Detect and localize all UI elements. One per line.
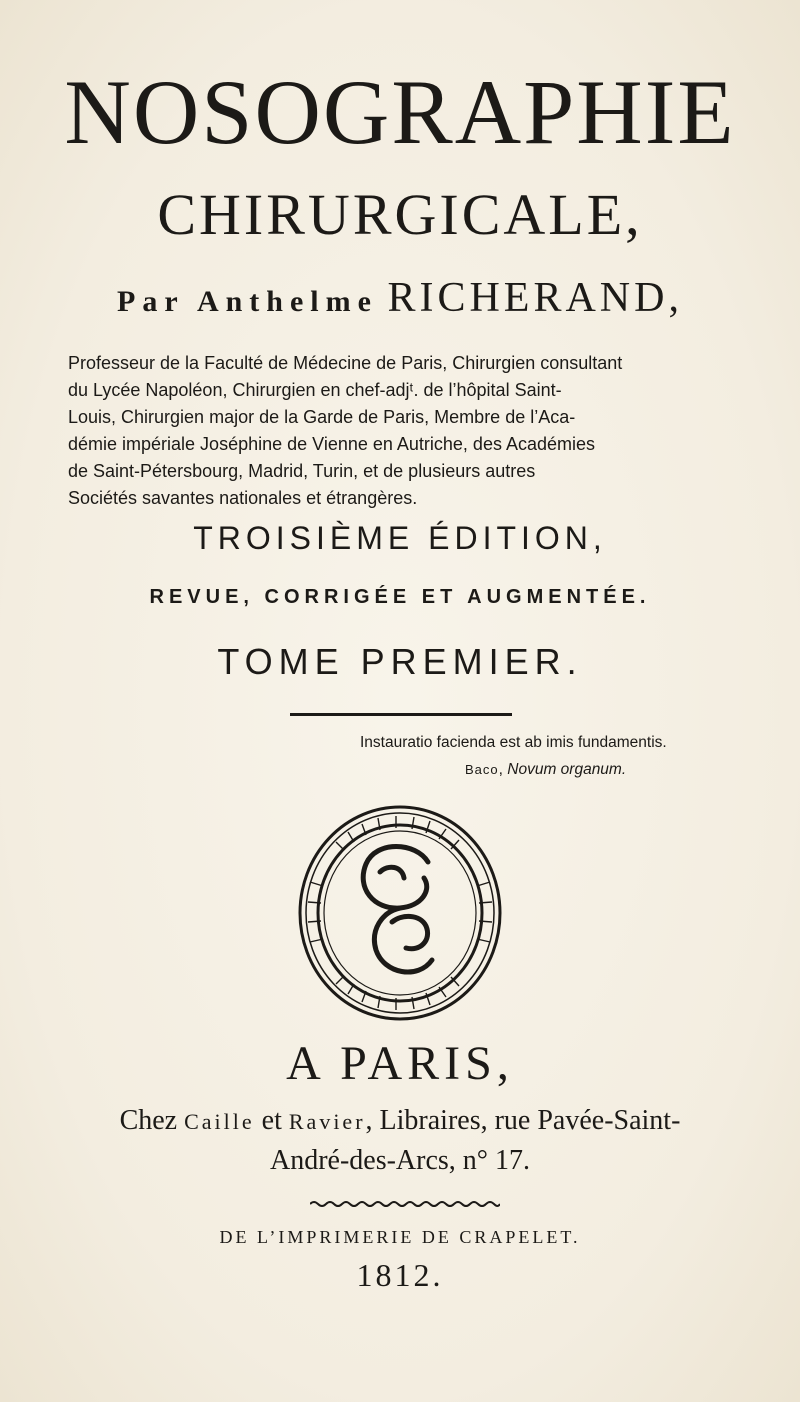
publisher-prefix: Chez: [119, 1105, 178, 1136]
title-line-2: CHIRURGICALE,: [157, 182, 643, 247]
publisher-rest: , Libraires, rue Pavée-Saint-: [365, 1105, 681, 1136]
imprint-city: A PARIS,: [286, 1037, 514, 1090]
edition-line: TROISIÈME ÉDITION,: [193, 520, 607, 556]
publisher-name-1: Caille: [184, 1109, 255, 1134]
author-line: [0, 276, 800, 324]
epigraph-work: Novum organum.: [507, 761, 627, 778]
publisher-name-2: Ravier: [288, 1109, 366, 1134]
credentials-line: démie impériale Joséphine de Vienne en Autriche, des Académies: [68, 434, 596, 454]
publisher-line: [0, 1103, 800, 1140]
credentials-line: Professeur de la Faculté de Médecine de Paris, Chirurgien consultant: [68, 353, 623, 373]
author-name: RICHERAND,: [387, 275, 683, 321]
epigraph-author: Baco: [465, 762, 499, 777]
monogram-emblem-icon: [296, 802, 504, 1024]
publication-year: 1812.: [356, 1257, 444, 1293]
ornament-rule-icon: [310, 1200, 500, 1208]
publisher-and: et: [261, 1105, 282, 1136]
epigraph-text: Instauratio facienda est ab imis fundamentis.: [360, 734, 667, 751]
publisher-address: André-des-Arcs, n° 17.: [269, 1145, 530, 1176]
credentials-line: Sociétés savantes nationales et étrangères.: [68, 488, 418, 508]
printer-line: DE L’IMPRIMERIE DE CRAPELET.: [219, 1227, 581, 1247]
credentials-line: Louis, Chirurgien major de la Garde de Paris, Membre de l’Aca-: [68, 407, 576, 427]
credentials-line: de Saint-Pétersbourg, Madrid, Turin, et de plusieurs autres: [68, 461, 536, 481]
author-credentials: [68, 350, 728, 512]
author-prefix: Par Anthelme: [117, 285, 378, 318]
divider-rule: [290, 713, 512, 716]
epigraph-source: Baco, Novum organum.: [465, 761, 627, 778]
credentials-line: du Lycée Napoléon, Chirurgien en chef-adjᵗ. de l’hôpital Saint-: [68, 380, 562, 400]
revision-line: REVUE, CORRIGÉE ET AUGMENTÉE.: [149, 586, 651, 608]
title-line-1: NOSOGRAPHIE: [64, 61, 736, 163]
volume-line: TOME PREMIER.: [217, 641, 583, 682]
